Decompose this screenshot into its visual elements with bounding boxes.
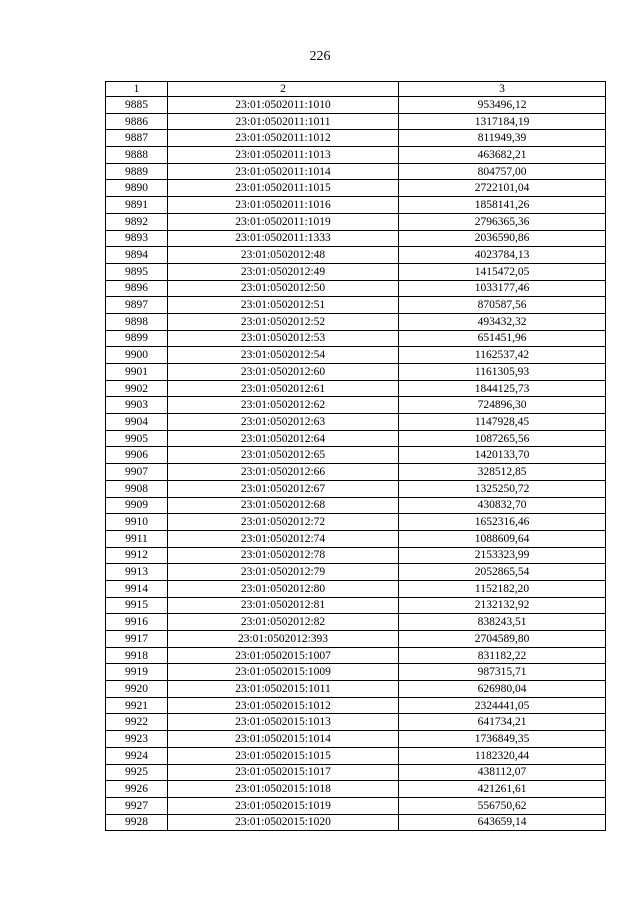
table-row xyxy=(106,764,606,781)
table-row xyxy=(106,430,606,447)
value-cell: 1844125,73 xyxy=(399,380,606,397)
cadastral-number-cell: 23:01:0502015:1015 xyxy=(168,747,399,764)
value-cell: 641734,21 xyxy=(399,714,606,731)
value-cell: 1147928,45 xyxy=(399,414,606,431)
value-cell: 870587,56 xyxy=(399,297,606,314)
table-row xyxy=(106,547,606,564)
cadastral-number-cell: 23:01:0502011:1016 xyxy=(168,197,399,214)
row-number-cell: 9891 xyxy=(106,197,168,214)
cadastral-number-cell: 23:01:0502015:1012 xyxy=(168,697,399,714)
table-row xyxy=(106,514,606,531)
column-header-3: 3 xyxy=(399,82,606,97)
value-cell: 987315,71 xyxy=(399,664,606,681)
cadastral-number-cell: 23:01:0502012:61 xyxy=(168,380,399,397)
value-cell: 493432,32 xyxy=(399,313,606,330)
row-number-cell: 9914 xyxy=(106,580,168,597)
value-cell: 421261,61 xyxy=(399,781,606,798)
row-number-cell: 9913 xyxy=(106,564,168,581)
row-number-cell: 9925 xyxy=(106,764,168,781)
value-cell: 463682,21 xyxy=(399,147,606,164)
table-row xyxy=(106,731,606,748)
table-row xyxy=(106,113,606,130)
value-cell: 2324441,05 xyxy=(399,697,606,714)
row-number-cell: 9912 xyxy=(106,547,168,564)
value-cell: 2704589,80 xyxy=(399,631,606,648)
value-cell: 328512,85 xyxy=(399,464,606,481)
value-cell: 1652316,46 xyxy=(399,514,606,531)
row-number-cell: 9887 xyxy=(106,130,168,147)
value-cell: 2052865,54 xyxy=(399,564,606,581)
value-cell: 1161305,93 xyxy=(399,364,606,381)
row-number-cell: 9908 xyxy=(106,480,168,497)
cadastral-number-cell: 23:01:0502012:393 xyxy=(168,631,399,648)
cadastral-number-cell: 23:01:0502012:49 xyxy=(168,263,399,280)
table-row xyxy=(106,163,606,180)
table-row xyxy=(106,580,606,597)
value-cell: 626980,04 xyxy=(399,681,606,698)
table-row xyxy=(106,347,606,364)
row-number-cell: 9915 xyxy=(106,597,168,614)
value-cell: 1858141,26 xyxy=(399,197,606,214)
cadastral-number-cell: 23:01:0502015:1019 xyxy=(168,797,399,814)
row-number-cell: 9921 xyxy=(106,697,168,714)
table-row xyxy=(106,280,606,297)
table-row xyxy=(106,447,606,464)
table-row xyxy=(106,364,606,381)
table-row xyxy=(106,180,606,197)
value-cell: 1415472,05 xyxy=(399,263,606,280)
cadastral-number-cell: 23:01:0502012:78 xyxy=(168,547,399,564)
table-row xyxy=(106,330,606,347)
value-cell: 831182,22 xyxy=(399,647,606,664)
registry-table xyxy=(105,81,606,831)
value-cell: 724896,30 xyxy=(399,397,606,414)
value-cell: 2722101,04 xyxy=(399,180,606,197)
table-row xyxy=(106,97,606,114)
cadastral-number-cell: 23:01:0502011:1019 xyxy=(168,213,399,230)
table-row xyxy=(106,614,606,631)
table-row xyxy=(106,380,606,397)
row-number-cell: 9924 xyxy=(106,747,168,764)
cadastral-number-cell: 23:01:0502015:1009 xyxy=(168,664,399,681)
table-row xyxy=(106,147,606,164)
value-cell: 438112,07 xyxy=(399,764,606,781)
row-number-cell: 9909 xyxy=(106,497,168,514)
row-number-cell: 9901 xyxy=(106,364,168,381)
value-cell: 556750,62 xyxy=(399,797,606,814)
value-cell: 953496,12 xyxy=(399,97,606,114)
cadastral-number-cell: 23:01:0502012:51 xyxy=(168,297,399,314)
row-number-cell: 9886 xyxy=(106,113,168,130)
row-number-cell: 9917 xyxy=(106,631,168,648)
value-cell: 651451,96 xyxy=(399,330,606,347)
row-number-cell: 9889 xyxy=(106,163,168,180)
cadastral-number-cell: 23:01:0502011:1333 xyxy=(168,230,399,247)
row-number-cell: 9906 xyxy=(106,447,168,464)
table-row xyxy=(106,814,606,831)
table-row xyxy=(106,313,606,330)
table-row xyxy=(106,197,606,214)
value-cell: 1088609,64 xyxy=(399,530,606,547)
row-number-cell: 9898 xyxy=(106,313,168,330)
cadastral-number-cell: 23:01:0502012:63 xyxy=(168,414,399,431)
table-row xyxy=(106,297,606,314)
value-cell: 2132132,92 xyxy=(399,597,606,614)
row-number-cell: 9896 xyxy=(106,280,168,297)
table-row xyxy=(106,230,606,247)
table-row xyxy=(106,781,606,798)
table-row xyxy=(106,130,606,147)
cadastral-number-cell: 23:01:0502012:80 xyxy=(168,580,399,597)
value-cell: 1182320,44 xyxy=(399,747,606,764)
value-cell: 1420133,70 xyxy=(399,447,606,464)
row-number-cell: 9922 xyxy=(106,714,168,731)
table-row xyxy=(106,681,606,698)
row-number-cell: 9919 xyxy=(106,664,168,681)
row-number-cell: 9888 xyxy=(106,147,168,164)
table-row xyxy=(106,263,606,280)
table-row xyxy=(106,664,606,681)
value-cell: 1736849,35 xyxy=(399,731,606,748)
row-number-cell: 9892 xyxy=(106,213,168,230)
value-cell: 1152182,20 xyxy=(399,580,606,597)
cadastral-number-cell: 23:01:0502012:60 xyxy=(168,364,399,381)
cadastral-number-cell: 23:01:0502015:1014 xyxy=(168,731,399,748)
value-cell: 1325250,72 xyxy=(399,480,606,497)
cadastral-number-cell: 23:01:0502012:52 xyxy=(168,313,399,330)
value-cell: 430832,70 xyxy=(399,497,606,514)
value-cell: 2796365,36 xyxy=(399,213,606,230)
row-number-cell: 9885 xyxy=(106,97,168,114)
table-row xyxy=(106,480,606,497)
cadastral-number-cell: 23:01:0502015:1007 xyxy=(168,647,399,664)
row-number-cell: 9916 xyxy=(106,614,168,631)
cadastral-number-cell: 23:01:0502012:48 xyxy=(168,247,399,264)
table-row xyxy=(106,597,606,614)
row-number-cell: 9918 xyxy=(106,647,168,664)
cadastral-number-cell: 23:01:0502012:53 xyxy=(168,330,399,347)
table-row xyxy=(106,530,606,547)
cadastral-number-cell: 23:01:0502011:1015 xyxy=(168,180,399,197)
cadastral-number-cell: 23:01:0502012:82 xyxy=(168,614,399,631)
row-number-cell: 9923 xyxy=(106,731,168,748)
table-row xyxy=(106,714,606,731)
row-number-cell: 9905 xyxy=(106,430,168,447)
table-row xyxy=(106,397,606,414)
cadastral-number-cell: 23:01:0502012:50 xyxy=(168,280,399,297)
cadastral-number-cell: 23:01:0502011:1011 xyxy=(168,113,399,130)
cadastral-number-cell: 23:01:0502015:1020 xyxy=(168,814,399,831)
row-number-cell: 9927 xyxy=(106,797,168,814)
row-number-cell: 9928 xyxy=(106,814,168,831)
row-number-cell: 9893 xyxy=(106,230,168,247)
cadastral-number-cell: 23:01:0502012:66 xyxy=(168,464,399,481)
row-number-cell: 9900 xyxy=(106,347,168,364)
cadastral-number-cell: 23:01:0502011:1013 xyxy=(168,147,399,164)
header-row xyxy=(106,82,606,97)
cadastral-number-cell: 23:01:0502012:67 xyxy=(168,480,399,497)
value-cell: 1317184,19 xyxy=(399,113,606,130)
value-cell: 1087265,56 xyxy=(399,430,606,447)
table-row xyxy=(106,414,606,431)
cadastral-number-cell: 23:01:0502012:79 xyxy=(168,564,399,581)
value-cell: 643659,14 xyxy=(399,814,606,831)
table-body xyxy=(106,97,606,831)
cadastral-number-cell: 23:01:0502012:65 xyxy=(168,447,399,464)
cadastral-number-cell: 23:01:0502015:1013 xyxy=(168,714,399,731)
cadastral-number-cell: 23:01:0502011:1012 xyxy=(168,130,399,147)
cadastral-number-cell: 23:01:0502012:54 xyxy=(168,347,399,364)
row-number-cell: 9907 xyxy=(106,464,168,481)
table-row xyxy=(106,647,606,664)
row-number-cell: 9904 xyxy=(106,414,168,431)
cadastral-number-cell: 23:01:0502015:1018 xyxy=(168,781,399,798)
column-header-1: 1 xyxy=(106,82,168,97)
cadastral-number-cell: 23:01:0502011:1010 xyxy=(168,97,399,114)
value-cell: 1162537,42 xyxy=(399,347,606,364)
row-number-cell: 9902 xyxy=(106,380,168,397)
value-cell: 2036590,86 xyxy=(399,230,606,247)
row-number-cell: 9911 xyxy=(106,530,168,547)
table-header xyxy=(106,82,606,97)
cadastral-number-cell: 23:01:0502015:1017 xyxy=(168,764,399,781)
table-row xyxy=(106,497,606,514)
row-number-cell: 9926 xyxy=(106,781,168,798)
value-cell: 4023784,13 xyxy=(399,247,606,264)
row-number-cell: 9895 xyxy=(106,263,168,280)
value-cell: 838243,51 xyxy=(399,614,606,631)
value-cell: 811949,39 xyxy=(399,130,606,147)
table-row xyxy=(106,697,606,714)
row-number-cell: 9899 xyxy=(106,330,168,347)
cadastral-number-cell: 23:01:0502012:74 xyxy=(168,530,399,547)
row-number-cell: 9894 xyxy=(106,247,168,264)
row-number-cell: 9890 xyxy=(106,180,168,197)
value-cell: 1033177,46 xyxy=(399,280,606,297)
value-cell: 804757,00 xyxy=(399,163,606,180)
cadastral-number-cell: 23:01:0502012:68 xyxy=(168,497,399,514)
table-row xyxy=(106,631,606,648)
table-row xyxy=(106,213,606,230)
table-row xyxy=(106,464,606,481)
table-row xyxy=(106,564,606,581)
cadastral-number-cell: 23:01:0502012:64 xyxy=(168,430,399,447)
row-number-cell: 9910 xyxy=(106,514,168,531)
table-row xyxy=(106,247,606,264)
table-row xyxy=(106,797,606,814)
table-row xyxy=(106,747,606,764)
row-number-cell: 9920 xyxy=(106,681,168,698)
cadastral-number-cell: 23:01:0502015:1011 xyxy=(168,681,399,698)
column-header-2: 2 xyxy=(168,82,399,97)
row-number-cell: 9903 xyxy=(106,397,168,414)
cadastral-number-cell: 23:01:0502012:81 xyxy=(168,597,399,614)
cadastral-number-cell: 23:01:0502012:72 xyxy=(168,514,399,531)
cadastral-number-cell: 23:01:0502012:62 xyxy=(168,397,399,414)
cadastral-number-cell: 23:01:0502011:1014 xyxy=(168,163,399,180)
row-number-cell: 9897 xyxy=(106,297,168,314)
value-cell: 2153323,99 xyxy=(399,547,606,564)
page-number: 226 xyxy=(309,49,331,64)
